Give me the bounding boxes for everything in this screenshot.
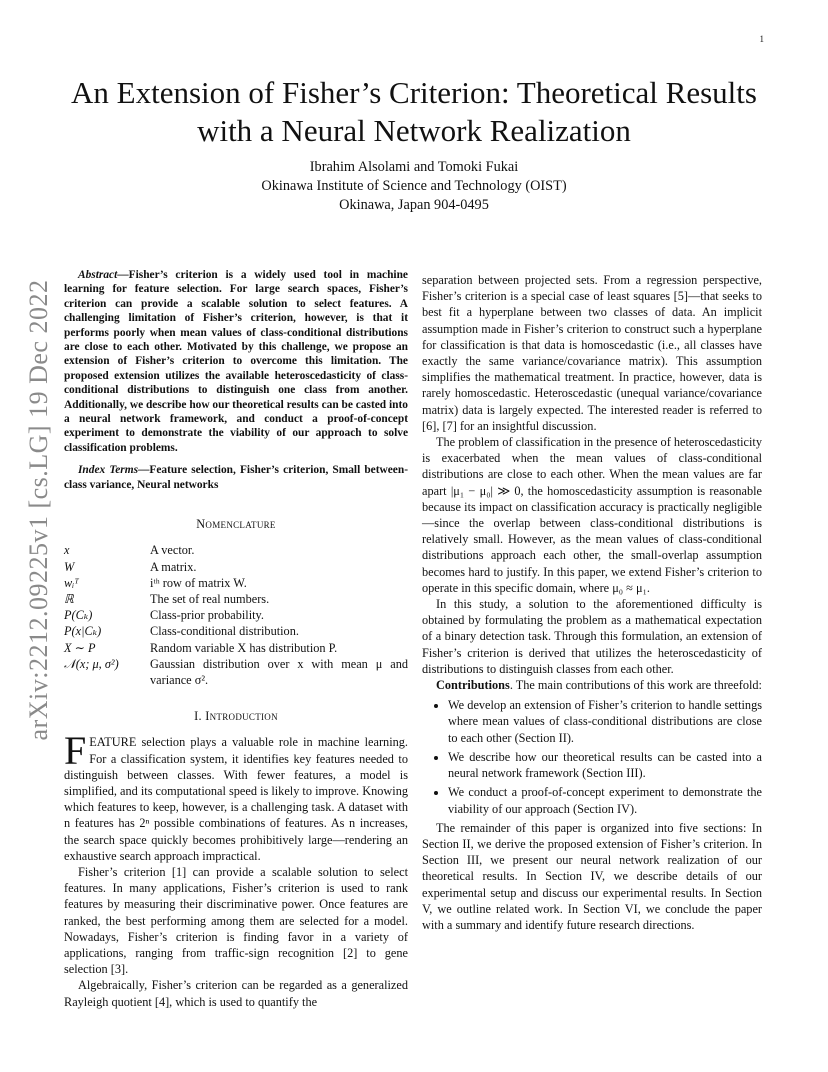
nomenclature-row <box>64 591 408 607</box>
paper-title: An Extension of Fisher’s Criterion: Theoretical Results with a Neural Network Realization <box>71 75 757 148</box>
nomenclature-description: The set of real numbers. <box>150 591 270 606</box>
contribution-item: • We describe how our theoretical results can be casted into a neural network framework (Section III). <box>448 749 762 781</box>
author-affiliation: Okinawa Institute of Science and Technology (OIST) <box>261 178 567 194</box>
nomenclature-symbol: P(x|Cₖ) <box>64 624 102 639</box>
contributions-list <box>422 697 762 816</box>
nomenclature-symbol: x⃗ <box>64 543 80 558</box>
arxiv-identifier-text: arXiv:2212.09225v1 [cs.LG] 19 Dec 2022 <box>24 279 53 741</box>
intro-paragraph-1-text: EATURE selection plays a valuable role in machine learning. For a classification system, it identifies key features needed to distinguish between classes. With fewer features, a model is simplified, and its computational speed is likely to improve. Knowing which features to keep, however, is a challenging task. A dataset with n features has 2ⁿ possible combinations of features. As n increases, the search space quickly becomes prohibitively large—rendering an exhaustive search approach impractical. <box>64 735 408 863</box>
abstract <box>64 268 408 455</box>
nomenclature-description: Class-conditional distribution. <box>150 624 299 639</box>
nomenclature-symbol: ℝ <box>64 591 74 606</box>
abstract-label: Abstract <box>78 269 118 281</box>
nomenclature-symbol: X ∼ P <box>64 640 96 655</box>
nomenclature-description: A vector. <box>150 543 195 558</box>
drop-cap: F <box>64 728 87 774</box>
nomenclature-row <box>64 575 408 591</box>
nomenclature-description: A matrix. <box>150 559 197 574</box>
nomenclature-symbol: wᵢᵀ <box>64 575 79 590</box>
intro-paragraph-2: Fisher’s criterion [1] can provide a scalable solution to select features. In many applications, Fisher’s criterion is used to rank features by measuring their discriminative power. Once features are ranked, the best performing among them are selected for a model. Nowadays, Fisher’s criterion is finding favor in a variety of applications, ranging from traffic-sign recognition [2] to gene selection [3]. <box>64 864 408 977</box>
nomenclature-description: Random variable X has distribution P. <box>150 640 338 655</box>
abstract-text: —Fisher’s criterion is a widely used tool in machine learning for feature selection. For large search spaces, Fisher’s criterion can provide a scalable solution to select features. A challenging limitation of Fisher’s criterion, however, is that it performs poorly when mean values of class-conditional distributions are close to each other. Motivated by this challenge, we propose an extension of Fisher’s criterion to overcome this limitation. The proposed extension utilizes the available heteroscedasticity of class-conditional distributions to distinguish one class from another. Additionally, we describe how our theoretical results can be casted into a neural network framework, and conduct a proof-of-concept experiment to demonstrate the viability of our approach to solve classification problems. <box>64 269 408 454</box>
nomenclature-description: Gaussian distribution over x with mean μ and variance σ². <box>150 656 408 687</box>
right-paragraph-3: In this study, a solution to the aforementioned difficulty is obtained by formulating the problem as a mathematical expectation of a binary detection task. Through this formulation, an extension of Fisher’s criterion is derived that utilizes the heteroscedasticity of distributions to distinguish classes from each other. <box>422 597 762 676</box>
contributions-label: Contributions <box>436 678 510 693</box>
index-terms <box>64 463 408 492</box>
index-terms-text: —Feature selection, Fisher’s criterion, Small between-class variance, Neural networks <box>64 464 408 491</box>
right-column <box>422 272 762 933</box>
nomenclature-heading: Nomenclature <box>196 517 276 532</box>
nomenclature-row <box>64 542 408 558</box>
intro-paragraph-1 <box>64 728 408 864</box>
nomenclature-description: Class-prior probability. <box>150 608 264 623</box>
author-names: Ibrahim Alsolami and Tomoki Fukai <box>309 159 519 175</box>
nomenclature-row <box>64 623 408 639</box>
introduction-heading: I. Introduction <box>194 709 278 724</box>
nomenclature-row <box>64 640 408 656</box>
nomenclature-row <box>64 607 408 623</box>
author-block <box>70 158 758 215</box>
contribution-item: • We conduct a proof-of-concept experiment to demonstrate the viability of our approach (Section IV). <box>448 784 762 816</box>
page-number: 1 <box>759 34 764 44</box>
contributions-intro: . The main contributions of this work are threefold: <box>509 678 762 693</box>
nomenclature-description: iᵗʰ row of matrix W. <box>150 575 247 590</box>
nomenclature-row <box>64 656 408 688</box>
index-terms-label: Index Terms <box>78 464 139 477</box>
contribution-item: • We develop an extension of Fisher’s criterion to handle settings where mean values of class-conditional distributions are close to each other (Section II). <box>448 697 762 746</box>
right-paragraph-4: The remainder of this paper is organized into five sections: In Section II, we derive the proposed extension of Fisher’s criterion. In Section III, we present our neural network realization of our theoretical results. In Section IV, we describe details of our experimental setup and discuss our experimental results. In Section V, we outline related work. In Section VI, we conclude the paper with a summary and identify future research directions. <box>422 820 762 932</box>
right-paragraph-1: separation between projected sets. From a regression perspective, Fisher’s criterion is a special case of least squares [5]—that seeks to best fit a hyperplane between two classes of data. An implicit assumption made in Fisher’s criterion to construct such a hyperplane for classification is that data is homoscedastic (i.e., all classes have exactly the same variance/covariance matrix). This assumption simplifies the mathematical treatment. In practice, however, data is rarely homoscedastic. Heteroscedastic (unequal variance/covariance matrix) data is largely expected. The interested reader is referred to [6], [7] for an insightful discussion. <box>422 273 762 433</box>
nomenclature-symbol: 𝒩(x; μ, σ²) <box>64 656 119 671</box>
left-column <box>64 268 408 1010</box>
nomenclature-table <box>64 542 408 688</box>
author-address: Okinawa, Japan 904-0495 <box>339 197 489 213</box>
intro-paragraph-3: Algebraically, Fisher’s criterion can be regarded as a generalized Rayleigh quotient [4], which is used to quantify the <box>64 978 408 1009</box>
arxiv-identifier <box>14 260 64 760</box>
nomenclature-symbol: W <box>64 559 75 574</box>
nomenclature-symbol: P(Cₖ) <box>64 608 93 623</box>
contributions-paragraph <box>422 677 762 693</box>
right-paragraph-2: The problem of classification in the presence of heteroscedasticity is exacerbated when the mean values of class-conditional distributions are close to each other. When the mean values are far apart |μ₁ − μ₀| ≫ 0, the homoscedasticity assumption is reasonable because its impact on classification accuracy is practically negligible—since the overlap between class-conditional distributions is relatively small. However, as the mean values of class-conditional distributions approach each other, the small-overlap assumption becomes hard to justify. In this paper, we extend Fisher’s criterion to operate in this specific domain, where μ₀ ≈ μ₁. <box>422 435 762 595</box>
nomenclature-row <box>64 559 408 575</box>
